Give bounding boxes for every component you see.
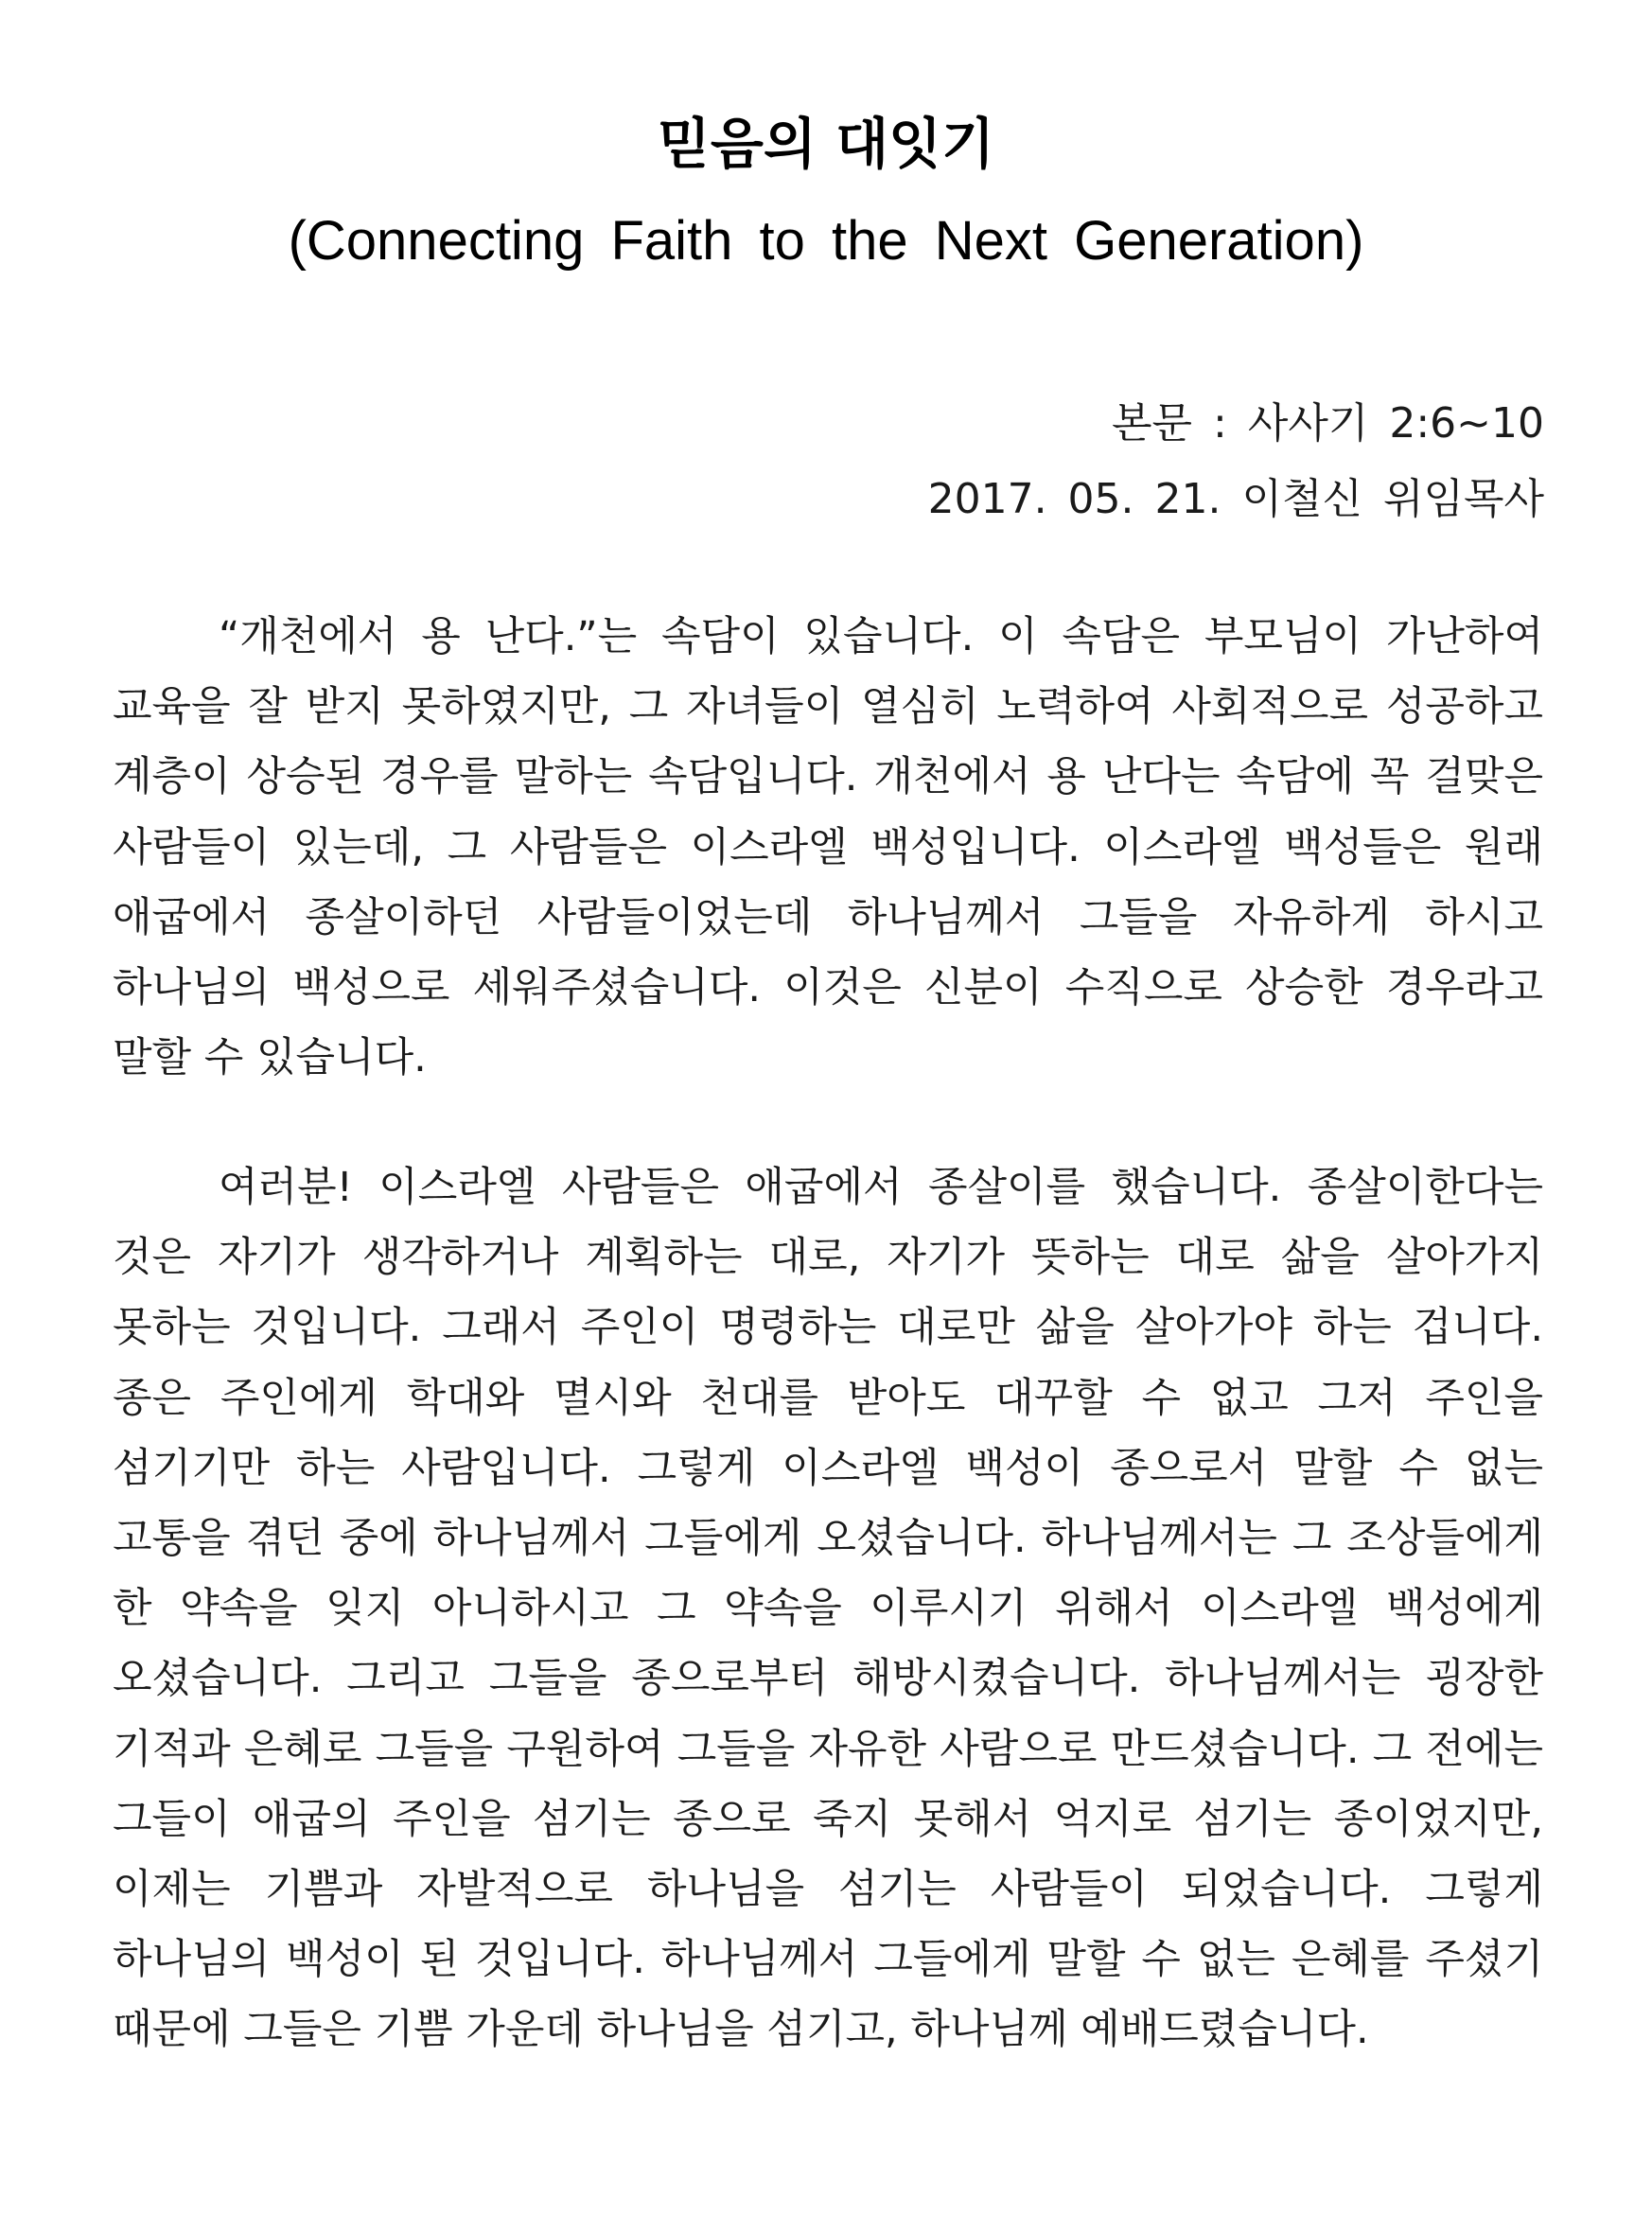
date-author: 2017. 05. 21. 이철신 위임목사	[927, 475, 1544, 523]
title-english: (Connecting Faith to the Next Generation)	[288, 210, 1364, 272]
title-korean: 믿음의 대잇기	[657, 112, 995, 176]
body-paragraph-1: “개천에서 용 난다.”는 속담이 있습니다. 이 속담은 부모님이 가난하여 교육을 잘 받지 못하였지만, 그 자녀들이 열심히 노력하여 사회적으로 성공하고 계층이 상승된 경우를 말하는 속담입니다. 개천에서 용 난다는 속담에 꼭 걸맞은 사람들이 있는데, 그 사람들은 이스라엘 백성입니다. 이스라엘 백성들은 원래 애굽에서 종살이하던 사람들이었는데 하나님께서 그들을 자유하게 하시고 하나님의 백성으로 세워주셨습니다. 이것은 신분이 수직으로 상승한 경우라고 말할 수 있습니다.	[113, 613, 1543, 1082]
body-paragraph-2: 여러분! 이스라엘 사람들은 애굽에서 종살이를 했습니다. 종살이한다는 것은 자기가 생각하거나 계획하는 대로, 자기가 뜻하는 대로 삶을 살아가지 못하는 것입니다. 그래서 주인이 명령하는 대로만 삶을 살아가야 하는 겁니다. 종은 주인에게 학대와 멸시와 천대를 받아도 대꾸할 수 없고 그저 주인을 섬기기만 하는 사람입니다. 그렇게 이스라엘 백성이 종으로서 말할 수 없는 고통을 겪던 중에 하나님께서 그들에게 오셨습니다. 하나님께서는 그 조상들에게 한 약속을 잊지 아니하시고 그 약속을 이루시기 위해서 이스라엘 백성에게 오셨습니다. 그리고 그들을 종으로부터 해방시켰습니다. 하나님께서는 굉장한 기적과 은혜로 그들을 구원하여 그들을 자유한 사람으로 만드셨습니다. 그 전에는 그들이 애굽의 주인을 섬기는 종으로 죽지 못해서 억지로 섬기는 종이었지만, 이제는 기쁨과 자발적으로 하나님을 섬기는 사람들이 되었습니다. 그렇게 하나님의 백성이 된 것입니다. 하나님께서 그들에게 말할 수 없는 은혜를 주셨기 때문에 그들은 기쁨 가운데 하나님을 섬기고, 하나님께 예배드렸습니다.	[113, 1164, 1543, 2054]
scripture-passage: 본문 : 사사기 2:6~10	[1112, 399, 1544, 448]
